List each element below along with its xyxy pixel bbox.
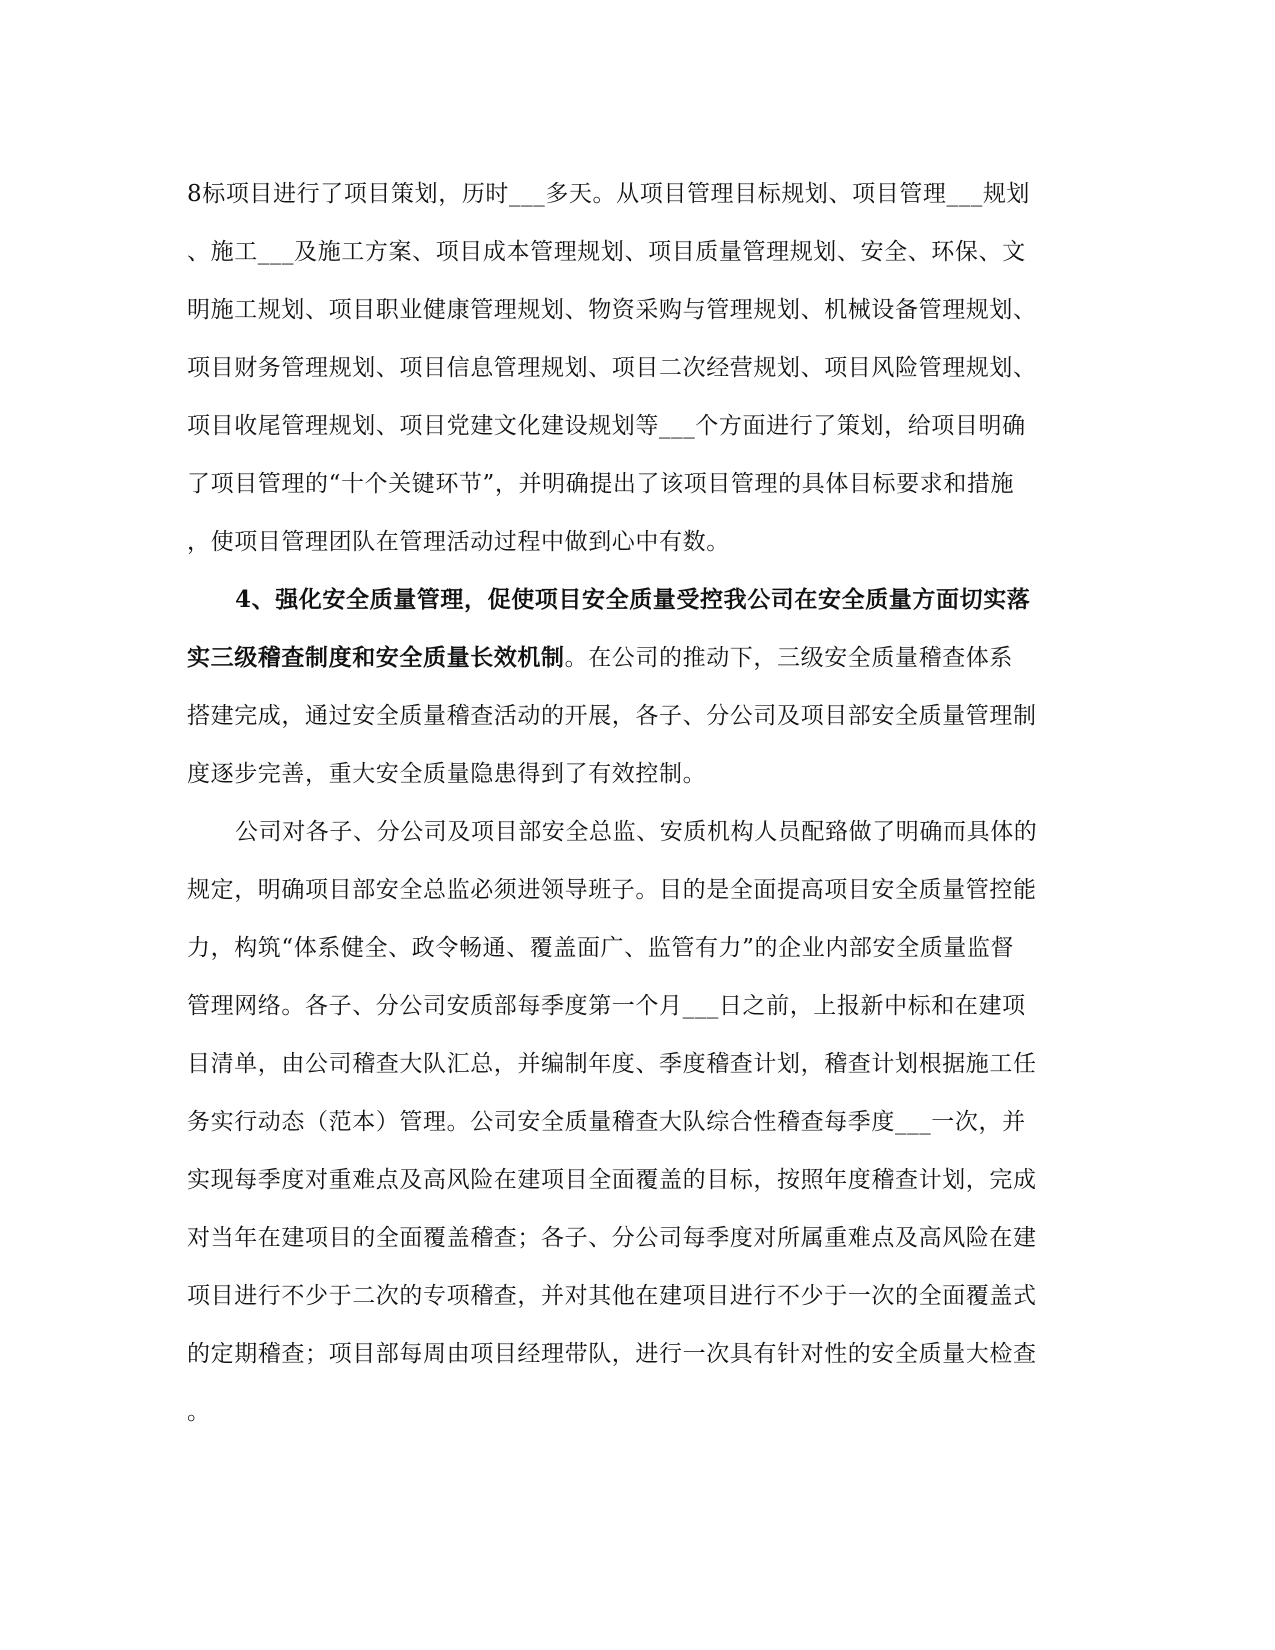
text-line: 搭建完成，通过安全质量稽查活动的开展，各子、分公司及项目部安全质量管理制 [187,703,1037,729]
text-line: 务实行动态（范本）管理。公司安全质量稽查大队综合性稽查每季度___一次，并 [187,1109,1026,1135]
text-line: 力，构筑“体系健全、政令畅通、覆盖面广、监管有力”的企业内部安全质量监督 [187,935,1015,961]
text-line: 度逐步完善，重大安全质量隐患得到了有效控制。 [187,761,707,787]
section-heading-continuation: 实三级稽查制度和安全质量长效机制 [187,644,565,671]
text-line: 目清单，由公司稽查大队汇总，并编制年度、季度稽查计划，稽查计划根据施工任 [187,1051,1037,1077]
text-column [187,165,1087,1441]
text-line: 明施工规划、项目职业健康管理规划、物资采购与管理规划、机械设备管理规划、 [187,297,1037,323]
paragraph-safety-quality [187,571,1087,803]
text-line: 项目收尾管理规划、项目党建文化建设规划等___个方面进行了策划，给项目明确 [187,413,1026,439]
section-heading-line: 4、强化安全质量管理，促使项目安全质量受控我公司在安全质量方面切实落 [235,586,1031,613]
text-line: 规定，明确项目部安全总监必须进领导班子。目的是全面提高项目安全质量管控能 [187,877,1037,903]
text-line: ，使项目管理团队在管理活动过程中做到心中有数。 [187,529,730,555]
text-segment: 。在公司的推动下，三级安全质量稽查体系 [564,645,1014,671]
text-line: 的定期稽查；项目部每周由项目经理带队，进行一次具有针对性的安全质量大检查 [187,1341,1037,1367]
text-line: 管理网络。各子、分公司安质部每季度第一个月___日之前，上报新中标和在建项 [187,993,1026,1019]
paragraph-project-planning [187,165,1087,571]
text-line: 了项目管理的“十个关键环节”，并明确提出了该项目管理的具体目标要求和措施 [187,471,1015,497]
paragraph-inspection-system [187,803,1087,1441]
text-line: 、施工___及施工方案、项目成本管理规划、项目质量管理规划、安全、环保、文 [187,239,1026,265]
text-line [187,629,1087,687]
text-line: 公司对各子、分公司及项目部安全总监、安质机构人员配臵做了明确而具体的 [235,819,1038,845]
text-line: 项目财务管理规划、项目信息管理规划、项目二次经营规划、项目风险管理规划、 [187,355,1037,381]
text-line: 对当年在建项目的全面覆盖稽查；各子、分公司每季度对所属重难点及高风险在建 [187,1225,1037,1251]
text-line: 项目进行不少于二次的专项稽查，并对其他在建项目进行不少于一次的全面覆盖式 [187,1283,1037,1309]
text-line: 。 [187,1399,211,1425]
text-line: 实现每季度对重难点及高风险在建项目全面覆盖的目标，按照年度稽查计划，完成 [187,1167,1037,1193]
text-line: 8标项目进行了项目策划，历时___多天。从项目管理目标规划、项目管理___规划 [187,181,1031,207]
